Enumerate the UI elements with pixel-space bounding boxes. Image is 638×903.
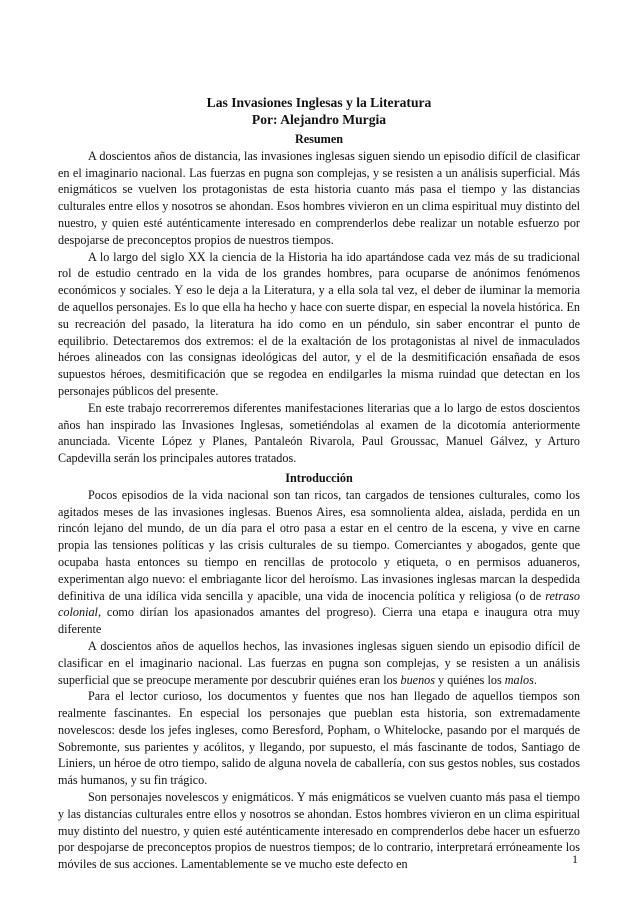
intro-paragraph: A doscientos años de aquellos hechos, las invasiones inglesas siguen siendo un episodio difícil de clasificar en el imaginario nacional. Las fuerzas en pugna son complejas, y se resisten a un análisis superficial que se preocupe meramente por descubrir quiénes eran los buenos y quiénes los malos.: [58, 638, 580, 687]
intro-paragraph: Son personajes novelescos y enigmáticos. Y más enigmáticos se vuelven cuanto más pasa el tiempo y las distancias culturales entre ellos y nosotros se ahondan. Estos hombres vivieron en un clima espiritual muy distinto del nuestro, y quien esté auténticamente interesado en comprenderlos debe hacer un esfuerzo por despojarse de preconceptos propios de nuestros tiempos; de lo contrario, interpretará erróneamente los móviles de sus acciones. Lamentablemente se ve mucho este defecto en: [58, 790, 580, 872]
document-title: Las Invasiones Inglesas y la Literatura: [206, 95, 432, 110]
page-number: 1: [572, 852, 578, 866]
intro-paragraph: Pocos episodios de la vida nacional son tan ricos, tan cargados de tensiones culturales, como los agitados meses de las invasiones inglesas. Buenos Aires, esa somnolienta aldea, aislada, perdida en un rincón lejano del mundo, de un día para el otro pasa a estar en el centro de la escena, y vive en carne propia las tensiones políticas y las crisis culturales de su tiempo. Comerciantes y abogados, gente que ocupaba hasta entonces su tiempo en rencillas de protocolo y etiqueta, o en permisos aduaneros, experimentan algo nuevo: el embriagante licor del heroísmo. Las invasiones inglesas marcan la despedida definitiva de una idílica vida sencilla y apacible, una vida de inocencia política y religiosa (o de retraso colonial, como dirían los apasionados amantes del progreso). Cierra una etapa e inaugura otra muy diferente: [58, 487, 580, 637]
document-page: [58, 94, 580, 873]
resumen-paragraph: A doscientos años de distancia, las invasiones inglesas siguen siendo un episodio difícil de clasificar en el imaginario nacional. Las fuerzas en pugna son complejas, y se resisten a un análisis superficial. Más enigmáticos se vuelven los protagonistas de esta historia cuanto más pasa el tiempo y las distancias culturales entre ellos y nosotros se ahondan. Esos hombres vivieron en un clima espiritual muy distinto del nuestro, y quien esté auténticamente interesado en comprenderlos debe realizar un notable esfuerzo por despojarse de preconceptos propios de nuestros tiempos.: [58, 148, 580, 247]
intro-heading: Introducción: [285, 470, 353, 485]
document-author: Por: Alejandro Murgia: [251, 112, 387, 127]
resumen-heading: Resumen: [294, 132, 344, 146]
resumen-paragraph: A lo largo del siglo XX la ciencia de la Historia ha ido apartándose cada vez más de su tradicional rol de estudio centrado en la vida de los grandes hombres, para ocuparse de anónimos fenómenos económicos y sociales. Y eso le deja a la Literatura, y a ella sola tal vez, el deber de iluminar la memoria de aquellos personajes. Es lo que ella ha hecho y hace con suerte dispar, en especial la novela histórica. En su recreación del pasado, la literatura ha ido como en un péndulo, sin saber encontrar el punto de equilibrio. Detectaremos dos extremos: el de la exaltación de los protagonistas al nivel de inmaculados héroes alineados con las consignas ideológicas del autor, y el de la desmitificación ensañada de esos supuestos héroes, desmitificación que se regodea en endilgarles la misma ruindad que detectan en los personajes públicos del presente.: [58, 249, 580, 398]
intro-paragraph: Para el lector curioso, los documentos y fuentes que nos han llegado de aquellos tiempos son realmente fascinantes. En especial los personajes que pueblan esta historia, son extremadamente novelescos: desde los jefes ingleses, como Beresford, Popham, o Whitelocke, pasando por el marqués de Sobremonte, sus parientes y acólitos, y llegando, por supuesto, el más fascinante de todos, Santiago de Liniers, un héroe de otro tiempo, salido de alguna novela de caballería, con sus gestos nobles, sus costados más humanos, y su fin trágico.: [58, 689, 580, 788]
resumen-paragraph: En este trabajo recorreremos diferentes manifestaciones literarias que a lo largo de estos doscientos años han inspirado las Invasiones Inglesas, sometiéndolas al examen de la dicotomía anteriormente anunciada. Vicente López y Planes, Pantaleón Rivarola, Paul Groussac, Manuel Gálvez, y Arturo Capdevilla serán los principales autores tratados.: [58, 400, 580, 466]
